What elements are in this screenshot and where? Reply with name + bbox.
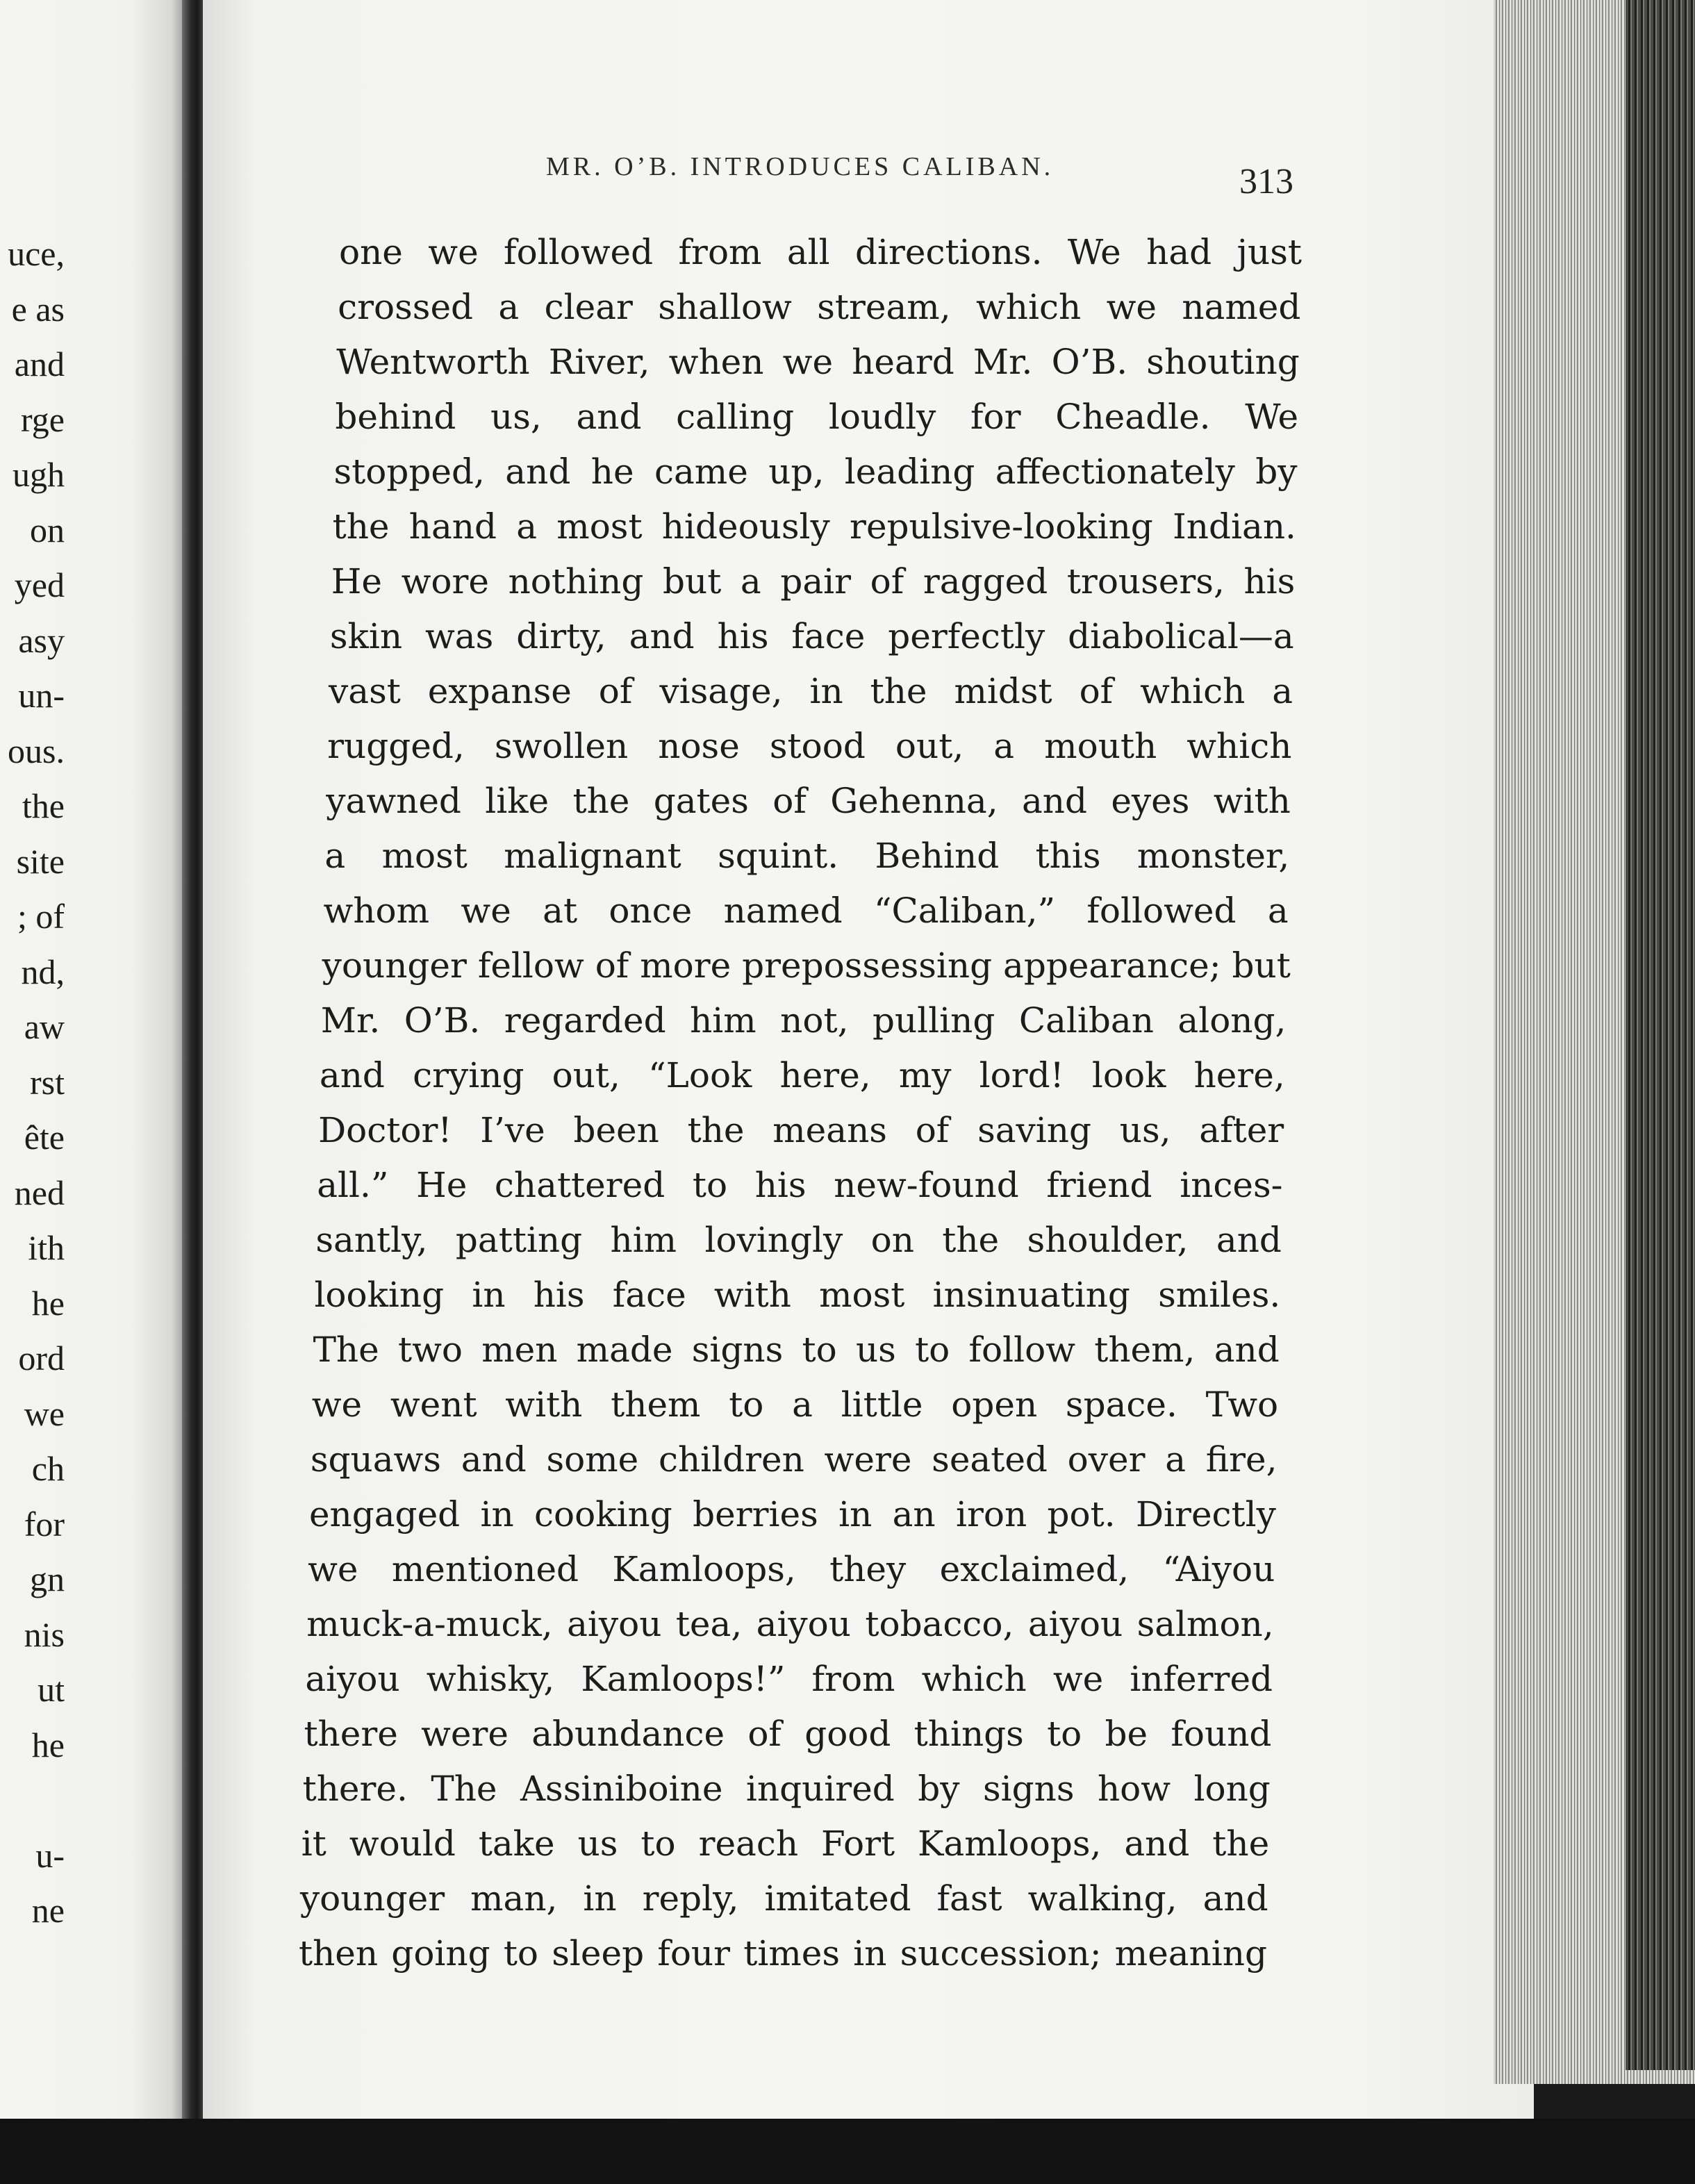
body-line: Wentworth River, when we heard Mr. O’B. shouting [336,342,1300,382]
body-line: The two men made signs to us to follow them, and [313,1330,1280,1370]
body-line: aiyou whisky, Kamloops!” from which we inferred [305,1659,1273,1699]
left-page-fragment: un- [18,676,65,715]
body-line: crossed a clear shallow stream, which we named [338,287,1301,327]
body-line: skin was dirty, and his face perfectly diabolical—a [329,616,1294,656]
body-line: squaws and some children were seated over a fire, [310,1439,1278,1480]
body-line: Doctor! I’ve been the means of saving us, after [318,1110,1284,1150]
left-page-fragment: nd, [21,952,65,991]
left-page-fragment: we [24,1393,65,1433]
left-page [0,0,186,2119]
body-line: engaged in cooking berries in an iron pot. Directly [308,1494,1276,1534]
left-page-fragment: ord [18,1339,65,1378]
left-page-fragment: ned [14,1173,65,1212]
left-page-fragment: he [31,1725,65,1764]
body-line: there were abundance of good things to be found [304,1714,1272,1754]
body-line: we went with them to a little open space. Two [311,1384,1279,1425]
left-page-fragment: e as [11,289,65,329]
body-line: He wore nothing but a pair of ragged trousers, his [331,561,1296,602]
body-line: there. The Assiniboine inquired by signs how long [302,1769,1271,1809]
left-page-fragment: ugh [13,455,65,494]
page-number: 313 [1239,162,1293,201]
body-line: muck-a-muck, aiyou tea, aiyou tobacco, aiyou salmon, [306,1604,1274,1644]
body-line: the hand a most hideously repulsive-looking Indian. [332,506,1296,547]
left-page-fragment: asy [18,620,65,660]
left-page-fragment: he [31,1283,65,1323]
body-line: stopped, and he came up, leading affectionately by [333,452,1298,492]
left-page-fragment: ne [31,1891,65,1930]
page-edges-shadow [1626,0,1695,2070]
left-page-fragment: nis [24,1614,65,1654]
body-line: looking in his face with most insinuating smiles. [314,1275,1281,1315]
left-page-fragment: ête [24,1118,65,1157]
body-line: behind us, and calling loudly for Cheadle. We [335,397,1299,437]
body-line: one we followed from all directions. We had just [339,232,1302,272]
body-line: whom we at once named “Caliban,” followed a [323,891,1289,931]
body-line: younger fellow of more prepossessing appearance; but [322,945,1291,986]
left-page-fragment: u- [35,1835,65,1875]
body-line: a most malignant squint. Behind this monster, [324,836,1290,876]
left-page-fragment: rge [21,399,65,439]
left-page-fragment: rst [30,1062,65,1102]
left-page-fragment: aw [24,1007,65,1046]
body-line: yawned like the gates of Gehenna, and eyes with [326,781,1291,821]
left-page-fragment: site [16,841,65,881]
body-line: rugged, swollen nose stood out, a mouth which [327,726,1292,766]
body-line: then going to sleep four times in succession; meaning [299,1933,1267,1974]
body-line: and crying out, “Look here, my lord! look here, [319,1055,1285,1095]
body-line: Mr. O’B. regarded him not, pulling Caliban along, [320,1000,1287,1041]
body-line: all.” He chattered to his new-found friend inces- [317,1165,1283,1205]
left-page-fragment: uce, [8,234,65,273]
left-page-fragment: ; of [17,897,65,936]
left-page-fragment: ch [31,1449,65,1488]
body-line: it would take us to reach Fort Kamloops, and the [301,1823,1270,1864]
left-page-fragment: on [30,510,65,549]
body-line: we mentioned Kamloops, they exclaimed, “Aiyou [308,1549,1275,1589]
scan-bottom-edge [0,2119,1695,2184]
body-line: younger man, in reply, imitated fast walking, and [299,1878,1268,1919]
body-line: vast expanse of visage, in the midst of which a [329,671,1293,711]
left-page-fragment: ut [38,1670,65,1709]
body-line: santly, patting him lovingly on the shoulder, and [315,1220,1282,1260]
left-page-fragment: yed [14,565,65,604]
left-page-fragment: ous. [8,731,65,770]
running-head: MR. O’B. INTRODUCES CALIBAN. [546,152,1055,181]
left-page-fragment: ith [28,1228,65,1267]
left-page-fragment: for [24,1504,65,1544]
left-page-fragment: gn [30,1560,65,1598]
left-page-fragment: and [14,345,65,383]
left-page-fragment: the [22,786,65,825]
